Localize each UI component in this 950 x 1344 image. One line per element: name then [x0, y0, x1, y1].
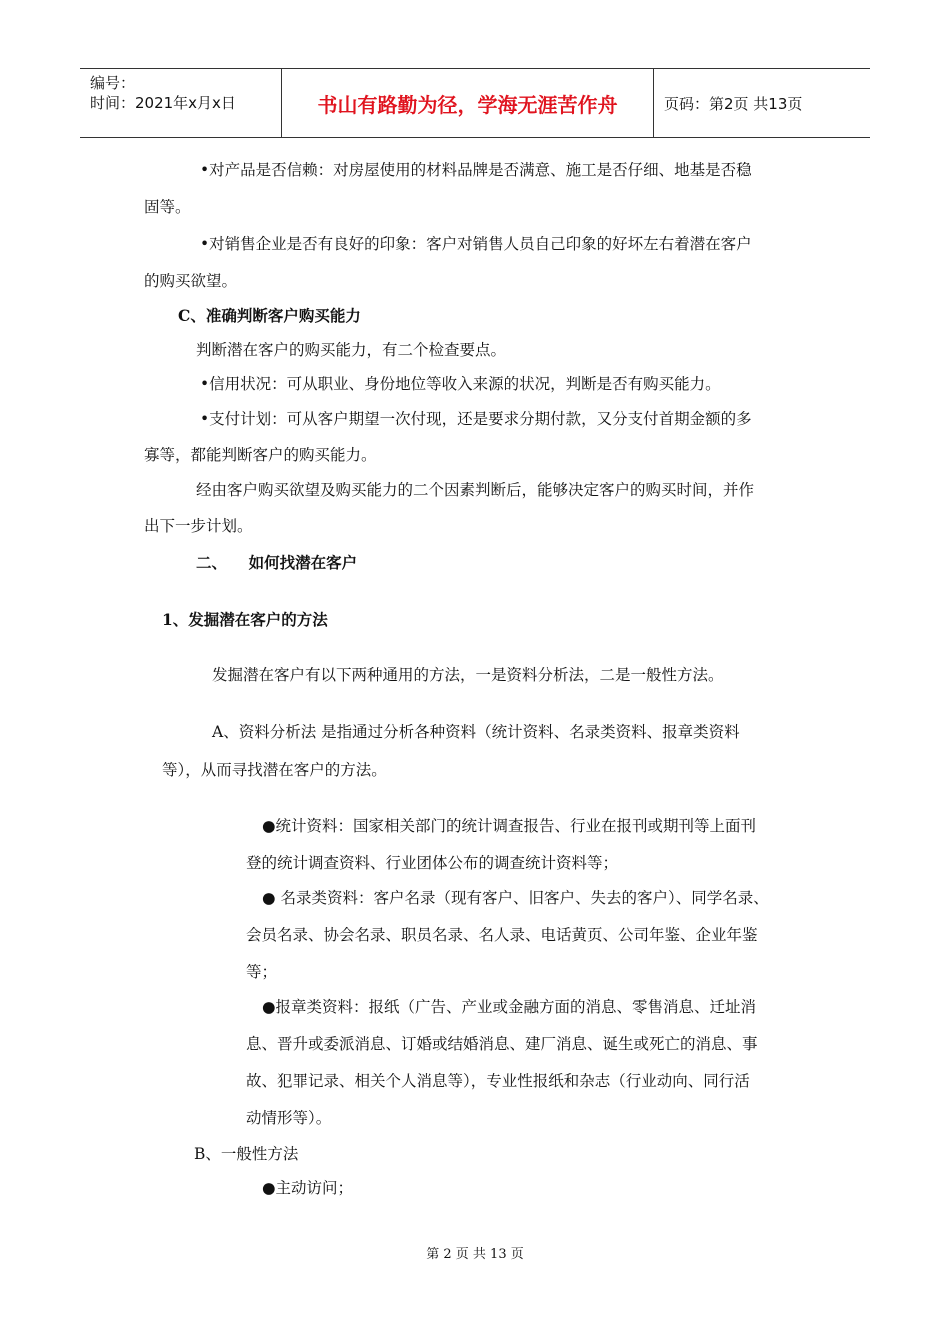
- paragraph-credit-status: •信用状况：可从职业、身份地位等收入来源的状况，判断是否有购买能力。: [200, 375, 721, 393]
- bullet-directories-cont: 会员名录、协会名录、职员名录、名人录、电话黄页、公司年鉴、企业年鉴: [246, 926, 758, 944]
- paragraph-payment-plan-cont: 寡等，都能判断客户的购买能力。: [144, 446, 377, 464]
- paragraph-company-impression: •对销售企业是否有良好的印象：客户对销售人员自己印象的好坏左右着潜在客户: [200, 235, 752, 253]
- paragraph-company-impression-cont: 的购买欲望。: [144, 272, 238, 290]
- heading-c-purchasing-power: C、准确判断客户购买能力: [178, 306, 361, 325]
- bullet-active-visit: ●主动访问；: [262, 1179, 354, 1197]
- paragraph-decide-time-cont: 出下一步计划。: [144, 517, 253, 535]
- page-header: [80, 68, 870, 138]
- document-time-label: 时间：2021年x月x日: [90, 94, 236, 112]
- paragraph-product-trust: •对产品是否信赖：对房屋使用的材料品牌是否满意、施工是否仔细、地基是否稳: [200, 161, 752, 179]
- bullet-newspapers-cont: 息、晋升或委派消息、订婚或结婚消息、建厂消息、诞生或死亡的消息、事: [246, 1035, 758, 1053]
- bullet-statistics-cont: 登的统计调查资料、行业团体公布的调查统计资料等；: [246, 854, 619, 872]
- page-footer: 第 2 页 共 13 页: [426, 1247, 524, 1262]
- paragraph-product-trust-cont: 固等。: [144, 198, 191, 216]
- bullet-newspapers-cont3: 动情形等）。: [246, 1109, 332, 1127]
- bullet-newspapers: ●报章类资料：报纸（广告、产业或金融方面的消息、零售消息、迁址消: [262, 998, 757, 1016]
- header-motto: 书山有路勤为径，学海无涯苦作舟: [282, 69, 654, 137]
- bullet-directories: ● 名录类资料：客户名录（现有客户、旧客户、失去的客户）、同学名录、: [262, 889, 769, 907]
- bullet-newspapers-cont2: 故、犯罪记录、相关个人消息等），专业性报纸和杂志（行业动向、同行活: [246, 1072, 750, 1090]
- bullet-statistics: ●统计资料：国家相关部门的统计调查报告、行业在报刊或期刊等上面刊: [262, 817, 757, 835]
- header-meta: [80, 69, 282, 137]
- paragraph-payment-plan: •支付计划：可从客户期望一次付现，还是要求分期付款，又分支付首期金额的多: [200, 410, 752, 428]
- paragraph-a-data-analysis: A、资料分析法 是指通过分析各种资料（统计资料、名录类资料、报章类资料: [212, 723, 740, 741]
- heading-b-general-methods: B、一般性方法: [194, 1145, 299, 1163]
- paragraph-decide-time: 经由客户购买欲望及购买能力的二个因素判断后，能够决定客户的购买时间，并作: [196, 481, 755, 499]
- paragraph-two-points: 判断潜在客户的购买能力，有二个检查要点。: [196, 341, 507, 359]
- heading-two-find-customers: 二、 如何找潜在客户: [196, 553, 358, 572]
- bullet-directories-cont2: 等；: [246, 963, 278, 981]
- paragraph-two-methods: 发掘潜在客户有以下两种通用的方法，一是资料分析法，二是一般性方法。: [212, 666, 724, 684]
- paragraph-a-data-analysis-cont: 等），从而寻找潜在客户的方法。: [162, 761, 387, 779]
- heading-one-methods: 1、发掘潜在客户的方法: [162, 610, 328, 629]
- document-number-label: 编号：: [90, 74, 136, 92]
- header-page-number: 页码：第2页 共13页: [664, 94, 803, 113]
